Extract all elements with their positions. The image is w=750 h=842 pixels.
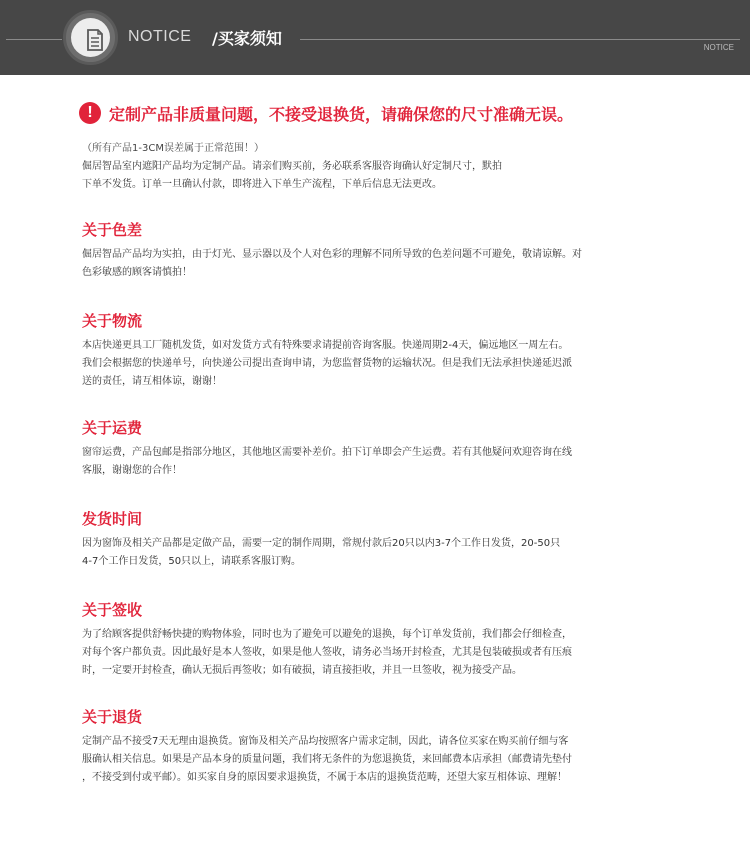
intro-block bbox=[82, 140, 662, 194]
header-divider-right bbox=[300, 39, 740, 40]
section-delivery-time bbox=[82, 507, 662, 571]
section-body bbox=[82, 626, 662, 680]
section-line: 送的责任，请互相体谅，谢谢！ bbox=[82, 376, 222, 387]
section-line: 本店快递更具工厂随机发货，如对发货方式有特殊要求请提前咨询客服。快递周期2-4天，偏远地区一周左右。 bbox=[82, 340, 569, 351]
section-heading: 关于退货 bbox=[82, 708, 143, 726]
section-line: 我们会根据您的快递单号，向快递公司提出查询申请，为您监督货物的运输状况。但是我们无法承担快递延迟派 bbox=[82, 358, 572, 369]
section-line: 时，一定要开封检查，确认无损后再签收；如有破损，请直接拒收，并且一旦签收，视为接受产品。 bbox=[82, 665, 522, 676]
section-line: ，不接受到付或平邮）。如买家自身的原因要求退换货，不属于本店的退换货范畴，还望大家互相体谅、理解！ bbox=[82, 772, 567, 783]
notice-header bbox=[0, 0, 750, 75]
section-body bbox=[82, 246, 662, 282]
section-line: 服确认相关信息。如果是产品本身的质量问题，我们将无条件的为您退换货，来回邮费本店承担（邮费请先垫付 bbox=[82, 754, 572, 765]
header-title-en: NOTICE bbox=[128, 28, 192, 45]
section-line: 窗帘运费，产品包邮是指部分地区，其他地区需要补差价。拍下订单即会产生运费。若有其他疑问欢迎咨询在线 bbox=[82, 447, 572, 458]
section-line: 因为窗饰及相关产品都是定做产品，需要一定的制作周期，常规付款后20只以内3-7个工作日发货，20-50只 bbox=[82, 538, 561, 549]
section-body bbox=[82, 733, 662, 787]
section-heading: 发货时间 bbox=[82, 510, 143, 528]
section-logistics bbox=[82, 309, 662, 391]
section-heading: 关于运费 bbox=[82, 419, 143, 437]
header-divider-left bbox=[6, 39, 62, 40]
section-shipping-fee bbox=[82, 416, 662, 480]
section-line: 客服，谢谢您的合作！ bbox=[82, 465, 182, 476]
section-color-difference bbox=[82, 218, 662, 282]
warning-text: 定制产品非质量问题，不接受退换货，请确保您的尺寸准确无误。 bbox=[109, 104, 574, 124]
section-heading: 关于签收 bbox=[82, 601, 143, 619]
section-body bbox=[82, 535, 662, 571]
section-line: 定制产品不接受7天无理由退换货。窗饰及相关产品均按照客户需求定制，因此，请各位买家在购买前仔细与客 bbox=[82, 736, 569, 747]
section-line: 倔居智品产品均为实拍，由于灯光、显示器以及个人对色彩的理解不同所导致的色差问题不可避免，敬请谅解。对 bbox=[82, 249, 582, 260]
warning-banner bbox=[79, 100, 573, 126]
section-returns bbox=[82, 705, 662, 787]
section-receipt bbox=[82, 598, 662, 680]
intro-note: （所有产品1-3CM误差属于正常范围！） bbox=[82, 143, 264, 154]
intro-line: 倔居智品室内遮阳产品均为定制产品。请亲们购买前，务必联系客服咨询确认好定制尺寸，默拍 bbox=[82, 161, 502, 172]
document-icon bbox=[63, 10, 118, 65]
section-line: 4-7个工作日发货，50只以上，请联系客服订购。 bbox=[82, 556, 302, 567]
intro-line: 下单不发货。订单一旦确认付款，即将进入下单生产流程，下单后信息无法更改。 bbox=[82, 179, 442, 190]
section-line: 色彩敏感的顾客请慎拍！ bbox=[82, 267, 192, 278]
section-body bbox=[82, 444, 662, 480]
section-line: 为了给顾客提供舒畅快捷的购物体验，同时也为了避免可以避免的退换，每个订单发货前，我们都会仔细检查， bbox=[82, 629, 572, 640]
section-line: 对每个客户都负责。因此最好是本人签收，如果是他人签收，请务必当场开封检查，尤其是包装破损或者有压痕 bbox=[82, 647, 572, 658]
header-right-label: NOTICE bbox=[703, 43, 734, 52]
section-heading: 关于色差 bbox=[82, 221, 143, 239]
warning-icon: ! bbox=[79, 102, 101, 124]
header-title-cn: /买家须知 bbox=[212, 29, 282, 48]
section-heading: 关于物流 bbox=[82, 312, 143, 330]
section-body bbox=[82, 337, 662, 391]
